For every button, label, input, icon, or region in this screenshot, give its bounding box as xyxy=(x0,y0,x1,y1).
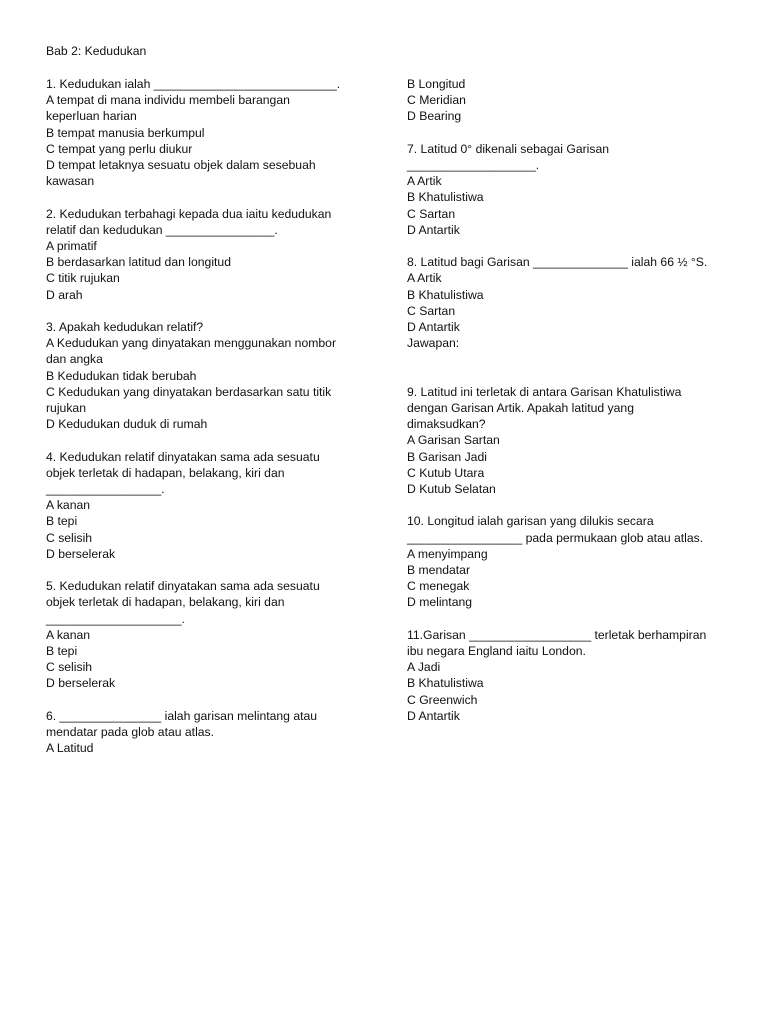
question-stem-line: _________________. xyxy=(46,482,165,497)
question-block xyxy=(407,513,737,610)
page-title: Bab 2: Kedudukan xyxy=(46,44,147,58)
answer-option: Jawapan: xyxy=(407,336,460,351)
question-stem-line: relatif dan kedudukan ________________. xyxy=(46,222,278,237)
answer-option: C titik rujukan xyxy=(46,271,120,286)
answer-option: D Antartik xyxy=(407,320,460,335)
answer-option: D berselerak xyxy=(46,676,116,691)
question-block xyxy=(407,76,737,125)
answer-option: B Kedudukan tidak berubah xyxy=(46,368,197,383)
answer-option: D tempat letaknya sesuatu objek dalam sesebuah xyxy=(46,158,316,173)
answer-option: dan angka xyxy=(46,352,103,367)
question-stem-line: 1. Kedudukan ialah ___________________________. xyxy=(46,77,341,91)
answer-option: B Khatulistiwa xyxy=(407,287,484,302)
answer-option: C Greenwich xyxy=(407,692,478,707)
answer-option: A primatif xyxy=(46,239,97,254)
question-stem-line: 2. Kedudukan terbahagi kepada dua iaitu kedudukan xyxy=(46,206,332,221)
answer-option: A Artik xyxy=(407,174,442,189)
answer-option: D arah xyxy=(46,287,83,302)
question-stem-line: objek terletak di hadapan, belakang, kiri dan xyxy=(46,595,285,610)
question-stem-line: 5. Kedudukan relatif dinyatakan sama ada sesuatu xyxy=(46,579,320,594)
answer-option: keperluan harian xyxy=(46,109,137,124)
answer-option: A tempat di mana individu membeli barangan xyxy=(46,93,290,108)
question-stem-line: 11.Garisan __________________ terletak berhampiran xyxy=(407,627,707,642)
question-stem-line: 3. Apakah kedudukan relatif? xyxy=(46,320,204,335)
answer-option: B Longitud xyxy=(407,77,466,91)
answer-option: D berselerak xyxy=(46,546,116,561)
answer-option: C Sartan xyxy=(407,206,456,221)
question-stem-line: mendatar pada glob atau atlas. xyxy=(46,725,215,740)
answer-option: C Sartan xyxy=(407,303,456,318)
answer-option: B Garisan Jadi xyxy=(407,449,487,464)
answer-option: B berdasarkan latitud dan longitud xyxy=(46,255,231,270)
left-column xyxy=(46,76,376,773)
answer-option: A Artik xyxy=(407,271,442,286)
answer-option: D melintang xyxy=(407,595,473,610)
answer-option: A kanan xyxy=(46,498,91,513)
answer-option: C selisih xyxy=(46,660,93,675)
answer-option: C tempat yang perlu diukur xyxy=(46,141,193,156)
question-stem-line: ____________________. xyxy=(46,611,185,626)
question-stem-line: ibu negara England iaitu London. xyxy=(407,644,586,659)
question-stem-line: ___________________. xyxy=(407,158,540,172)
answer-option: C Kedudukan yang dinyatakan berdasarkan satu titik xyxy=(46,384,332,399)
answer-option xyxy=(407,351,737,367)
question-stem-line: 6. _______________ ialah garisan melintang atau xyxy=(46,708,318,723)
question-block xyxy=(46,708,376,757)
question-block xyxy=(46,449,376,562)
question-block xyxy=(407,384,737,497)
answer-option: C Kutub Utara xyxy=(407,465,485,480)
question-stem-line: 7. Latitud 0° dikenali sebagai Garisan xyxy=(407,141,610,156)
question-stem-line: _________________ pada permukaan glob atau atlas. xyxy=(407,530,704,545)
question-stem-line: objek terletak di hadapan, belakang, kiri dan xyxy=(46,465,285,480)
question-stem-line: 10. Longitud ialah garisan yang dilukis secara xyxy=(407,514,654,529)
answer-option: B mendatar xyxy=(407,563,471,578)
answer-option: A kanan xyxy=(46,627,91,642)
answer-option: B Khatulistiwa xyxy=(407,676,484,691)
answer-option: D Antartik xyxy=(407,222,460,237)
answer-option: kawasan xyxy=(46,174,95,189)
question-stem-line: 9. Latitud ini terletak di antara Garisan Khatulistiwa xyxy=(407,384,682,399)
answer-option: D Kutub Selatan xyxy=(407,482,496,497)
question-stem-line: dimaksudkan? xyxy=(407,417,486,432)
answer-option: C Meridian xyxy=(407,93,466,108)
question-block xyxy=(46,578,376,691)
question-stem-line: dengan Garisan Artik. Apakah latitud yang xyxy=(407,401,634,416)
answer-option: rujukan xyxy=(46,401,86,416)
answer-option: C menegak xyxy=(407,579,470,594)
answer-option: A menyimpang xyxy=(407,546,488,561)
answer-option: B Khatulistiwa xyxy=(407,190,484,205)
question-block xyxy=(407,627,737,724)
answer-option: D Bearing xyxy=(407,109,462,124)
answer-option: B tepi xyxy=(46,644,78,659)
answer-option: A Kedudukan yang dinyatakan menggunakan nombor xyxy=(46,336,337,351)
answer-option: D Antartik xyxy=(407,708,460,723)
answer-option: A Jadi xyxy=(407,660,441,675)
answer-option: B tepi xyxy=(46,514,78,529)
question-block xyxy=(46,319,376,432)
answer-option: A Garisan Sartan xyxy=(407,433,500,448)
question-stem-line: 8. Latitud bagi Garisan ______________ ialah 66 ½ °S. xyxy=(407,255,708,270)
answer-option: B tempat manusia berkumpul xyxy=(46,125,205,140)
question-block xyxy=(407,141,737,238)
answer-option: C selisih xyxy=(46,530,93,545)
answer-option: D Kedudukan duduk di rumah xyxy=(46,417,208,432)
question-block xyxy=(46,76,376,189)
question-block xyxy=(46,206,376,303)
answer-option: A Latitud xyxy=(46,741,94,756)
question-stem-line: 4. Kedudukan relatif dinyatakan sama ada sesuatu xyxy=(46,449,320,464)
question-block xyxy=(407,254,737,367)
right-column xyxy=(407,76,737,740)
